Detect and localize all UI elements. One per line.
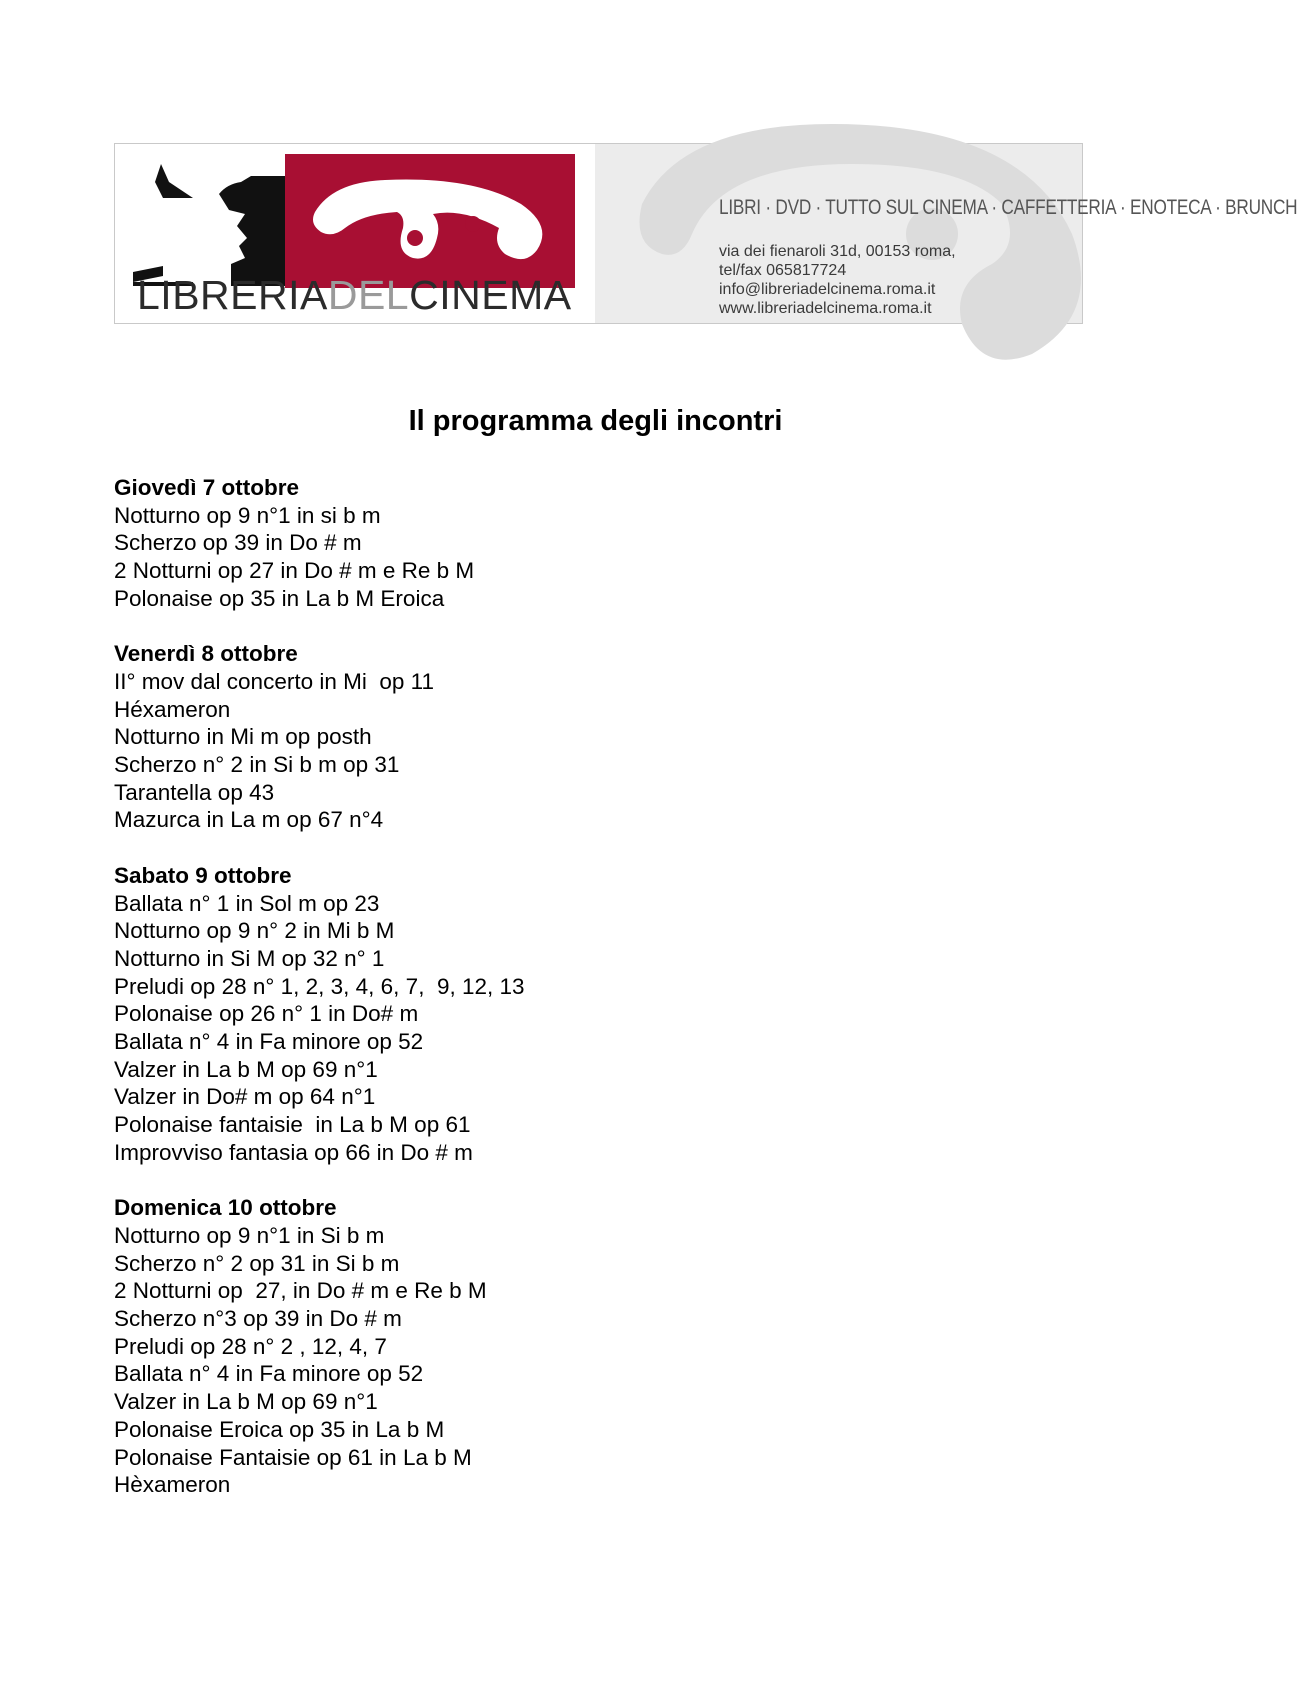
page-title: Il programma degli incontri bbox=[408, 405, 783, 437]
logo-word-cinema: CINEMA bbox=[409, 272, 572, 318]
program-item: Scherzo n° 2 op 31 in Si b m bbox=[114, 1250, 400, 1276]
program-item: 2 Notturni op 27 in Do # m e Re b M bbox=[114, 558, 475, 584]
logo-word-libreria: LIBRERIA bbox=[137, 272, 328, 318]
program-item: Preludi op 28 n° 2 , 12, 4, 7 bbox=[114, 1333, 387, 1359]
day-section bbox=[114, 1194, 525, 1499]
program-item: Ballata n° 1 in Sol m op 23 bbox=[114, 890, 380, 916]
day-title: Sabato 9 ottobre bbox=[114, 862, 292, 888]
email-line: info@libreriadelcinema.roma.it bbox=[719, 281, 936, 298]
tagline: LIBRI · DVD · TUTTO SUL CINEMA · CAFFETTERIA · ENOTECA · BRUNCH bbox=[719, 196, 1297, 219]
program-item: Notturno op 9 n°1 in Si b m bbox=[114, 1222, 385, 1248]
program-item: Tarantella op 43 bbox=[114, 779, 275, 805]
program-item: Ballata n° 4 in Fa minore op 52 bbox=[114, 1361, 424, 1387]
program-item: Scherzo n°3 op 39 in Do # m bbox=[114, 1306, 402, 1332]
program-item: Scherzo op 39 in Do # m bbox=[114, 530, 362, 556]
day-section bbox=[114, 862, 525, 1167]
day-section bbox=[114, 474, 525, 613]
program-item: II° mov dal concerto in Mi op 11 bbox=[114, 668, 434, 694]
logo-wordmark bbox=[137, 272, 572, 319]
logo-area bbox=[115, 144, 595, 323]
program-item: Valzer in Do# m op 64 n°1 bbox=[114, 1084, 376, 1110]
program-item: Notturno op 9 n°1 in si b m bbox=[114, 502, 381, 528]
program-item: Preludi op 28 n° 1, 2, 3, 4, 6, 7, 9, 12, 13 bbox=[114, 973, 525, 999]
logo-word-del: DEL bbox=[327, 272, 410, 318]
program-item: Valzer in La b M op 69 n°1 bbox=[114, 1389, 378, 1415]
letterhead-banner bbox=[114, 143, 1297, 324]
program-item: Hèxameron bbox=[114, 1472, 231, 1498]
program-item: Improvviso fantasia op 66 in Do # m bbox=[114, 1139, 473, 1165]
program-item: Notturno in Mi m op posth bbox=[114, 724, 372, 750]
day-title: Venerdì 8 ottobre bbox=[114, 641, 298, 667]
decorative-swirl-icon bbox=[602, 84, 1122, 384]
day-title: Domenica 10 ottobre bbox=[114, 1195, 337, 1221]
program-item: Polonaise Fantaisie op 61 in La b M bbox=[114, 1444, 472, 1470]
address-line: via dei fienaroli 31d, 00153 roma, bbox=[719, 243, 956, 260]
program-item: Polonaise fantaisie in La b M op 61 bbox=[114, 1112, 471, 1138]
day-section bbox=[114, 640, 525, 834]
contact-info bbox=[719, 242, 956, 318]
program-item: Polonaise op 26 n° 1 in Do# m bbox=[114, 1001, 419, 1027]
contact-area bbox=[595, 144, 1297, 323]
program-item: Valzer in La b M op 69 n°1 bbox=[114, 1056, 378, 1082]
program-item: Scherzo n° 2 in Si b m op 31 bbox=[114, 752, 400, 778]
day-title: Giovedì 7 ottobre bbox=[114, 475, 300, 500]
phone-line: tel/fax 065817724 bbox=[719, 262, 847, 279]
program-list bbox=[114, 474, 525, 1527]
program-item: Notturno op 9 n° 2 in Mi b M bbox=[114, 918, 395, 944]
program-item: Héxameron bbox=[114, 696, 231, 722]
program-item: Polonaise Eroica op 35 in La b M bbox=[114, 1416, 445, 1442]
website-line: www.libreriadelcinema.roma.it bbox=[719, 300, 932, 317]
program-item: Ballata n° 4 in Fa minore op 52 bbox=[114, 1029, 424, 1055]
program-item: Polonaise op 35 in La b M Eroica bbox=[114, 585, 445, 611]
program-item: Notturno in Si M op 32 n° 1 bbox=[114, 945, 385, 971]
program-item: 2 Notturni op 27, in Do # m e Re b M bbox=[114, 1278, 487, 1304]
program-item: Mazurca in La m op 67 n°4 bbox=[114, 807, 384, 833]
